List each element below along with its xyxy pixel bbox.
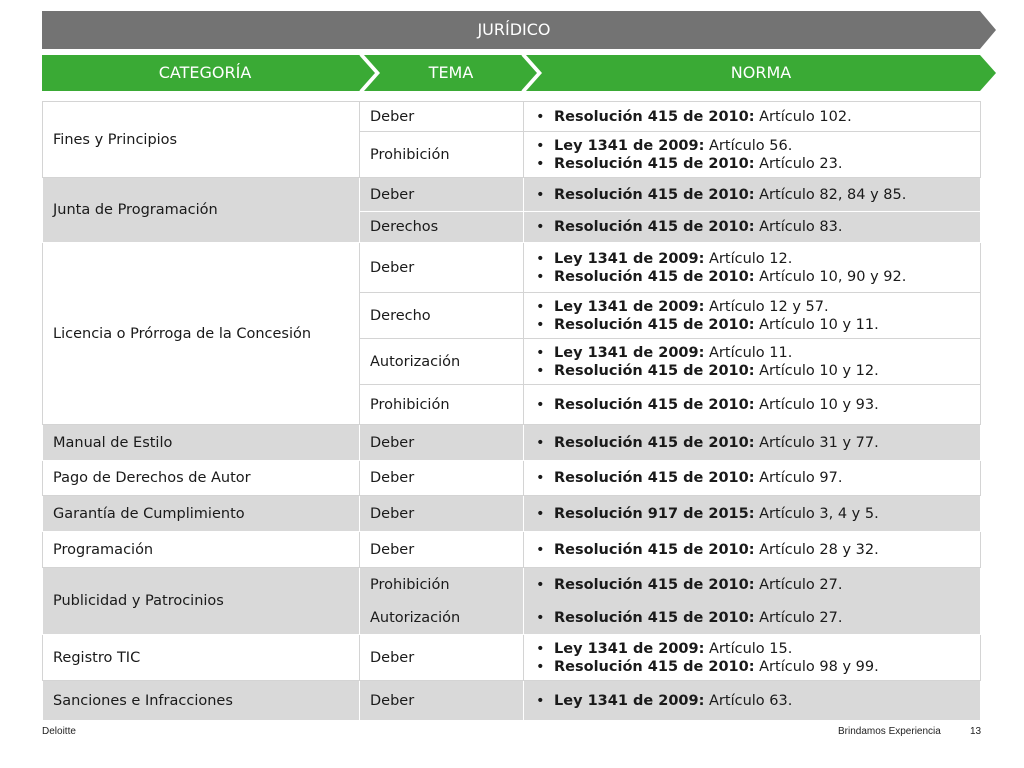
norma-ref: Resolución 415 de 2010: [554, 268, 755, 285]
tema-cell: Deber [360, 681, 524, 721]
norma-article: Artículo 15. [704, 640, 793, 657]
tema-cell: Deber [360, 635, 524, 681]
norma-cell [524, 496, 981, 532]
norma-item [534, 362, 970, 380]
norma-cell [524, 681, 981, 721]
norma-article: Artículo 11. [704, 344, 793, 361]
norma-item [534, 640, 970, 658]
table-row [43, 102, 981, 132]
norma-list [534, 640, 970, 676]
norma-cell [524, 568, 981, 635]
norma-item [534, 576, 970, 594]
categoria-cell: Fines y Principios [43, 102, 360, 178]
norma-ref: Resolución 415 de 2010: [554, 658, 755, 675]
table-row [43, 568, 981, 635]
table-row [43, 425, 981, 461]
norma-list [534, 186, 970, 204]
norma-item [534, 268, 970, 286]
norma-ref: Resolución 415 de 2010: [554, 219, 755, 235]
norma-cell [524, 339, 981, 385]
norma-ref: Resolución 415 de 2010: [554, 470, 755, 486]
table-body [43, 102, 981, 721]
norma-item [534, 692, 970, 710]
norma-list [534, 505, 970, 523]
norma-item [534, 609, 970, 627]
norma-list [534, 344, 970, 380]
norma-article: Artículo 10 y 11. [754, 316, 879, 333]
norma-list [534, 250, 970, 286]
norma-list [534, 137, 970, 173]
norma-item [534, 298, 970, 316]
tema-label: Prohibición [370, 576, 450, 593]
norma-cell [524, 532, 981, 568]
norma-cell [524, 132, 981, 178]
norma-cell [524, 425, 981, 461]
norma-article: Artículo 3, 4 y 5. [754, 505, 879, 522]
page-number: 13 [970, 726, 982, 737]
norma-list [534, 396, 970, 414]
norma-ref: Resolución 415 de 2010: [554, 186, 755, 203]
tema-cell: Deber [360, 532, 524, 568]
header-norma: NORMA [730, 63, 792, 82]
tema-cell: Prohibición [360, 132, 524, 178]
table-row [43, 635, 981, 681]
norma-list [534, 298, 970, 334]
tema-label: Autorización [370, 609, 461, 626]
column-header-chevrons [42, 55, 996, 91]
norma-article: Artículo 27. [754, 576, 843, 593]
norma-article: Artículo 12 y 57. [704, 298, 829, 315]
norma-ref: Resolución 415 de 2010: [554, 108, 755, 125]
norma-article: Artículo 63. [704, 692, 793, 709]
norma-list [534, 218, 970, 236]
tema-cell: Deber [360, 496, 524, 532]
norma-item [534, 469, 970, 487]
norma-item [534, 316, 970, 334]
tema-cell: Autorización [360, 339, 524, 385]
legal-norms-table [42, 101, 981, 721]
tema-cell: Derecho [360, 293, 524, 339]
norma-ref: Ley 1341 de 2009: [554, 250, 705, 267]
norma-ref: Resolución 415 de 2010: [554, 576, 755, 593]
tema-cell: Deber [360, 425, 524, 461]
norma-ref: Resolución 415 de 2010: [554, 609, 755, 626]
norma-item [534, 186, 970, 204]
tema-cell [360, 568, 524, 635]
tema-cell: Deber [360, 102, 524, 132]
header-tema: TEMA [428, 63, 474, 82]
norma-article: Artículo 23. [754, 155, 843, 172]
norma-cell [524, 102, 981, 132]
categoria-cell: Publicidad y Patrocinios [43, 568, 360, 635]
categoria-cell: Garantía de Cumplimiento [43, 496, 360, 532]
norma-ref: Ley 1341 de 2009: [554, 137, 705, 154]
tema-cell: Deber [360, 461, 524, 496]
norma-item [534, 434, 970, 452]
norma-list [534, 576, 970, 594]
norma-ref: Resolución 415 de 2010: [554, 541, 755, 558]
norma-article: Artículo 98 y 99. [754, 658, 879, 675]
norma-cell [524, 635, 981, 681]
norma-item [534, 137, 970, 155]
tema-cell: Deber [360, 243, 524, 293]
norma-ref: Resolución 415 de 2010: [554, 434, 755, 451]
norma-article: Artículo 83. [754, 219, 843, 235]
norma-article: Artículo 10, 90 y 92. [754, 268, 907, 285]
categoria-cell: Junta de Programación [43, 178, 360, 243]
norma-ref: Resolución 415 de 2010: [554, 362, 755, 379]
norma-list [534, 434, 970, 452]
norma-article: Artículo 97. [754, 470, 843, 486]
norma-cell [524, 212, 981, 243]
norma-article: Artículo 27. [754, 609, 843, 626]
norma-ref: Ley 1341 de 2009: [554, 298, 705, 315]
norma-stack [534, 568, 970, 634]
norma-cell [524, 293, 981, 339]
norma-cell [524, 243, 981, 293]
table-row [43, 178, 981, 212]
categoria-cell: Licencia o Prórroga de la Concesión [43, 243, 360, 425]
norma-item [534, 541, 970, 559]
categoria-cell: Registro TIC [43, 635, 360, 681]
norma-list [534, 541, 970, 559]
norma-cell [524, 461, 981, 496]
table-row [43, 681, 981, 721]
norma-ref: Resolución 415 de 2010: [554, 316, 755, 333]
tema-cell: Deber [360, 178, 524, 212]
norma-article: Artículo 10 y 12. [754, 362, 879, 379]
footer-tagline: Brindamos Experiencia [838, 726, 941, 737]
norma-list [534, 609, 970, 627]
norma-item [534, 250, 970, 268]
norma-item [534, 344, 970, 362]
norma-item [534, 108, 970, 126]
norma-article: Artículo 10 y 93. [754, 396, 879, 413]
norma-list [534, 108, 970, 126]
norma-ref: Resolución 415 de 2010: [554, 396, 755, 413]
norma-ref: Ley 1341 de 2009: [554, 692, 705, 709]
categoria-cell: Sanciones e Infracciones [43, 681, 360, 721]
footer-brand: Deloitte [42, 726, 76, 737]
categoria-cell: Programación [43, 532, 360, 568]
norma-article: Artículo 12. [704, 250, 793, 267]
categoria-cell: Pago de Derechos de Autor [43, 461, 360, 496]
norma-article: Artículo 31 y 77. [754, 434, 879, 451]
tema-cell: Derechos [360, 212, 524, 243]
norma-item [534, 658, 970, 676]
norma-ref: Resolución 415 de 2010: [554, 155, 755, 172]
tema-cell: Prohibición [360, 385, 524, 425]
tema-stack [370, 568, 513, 634]
norma-item [534, 505, 970, 523]
norma-article: Artículo 28 y 32. [754, 541, 879, 558]
norma-item [534, 218, 970, 236]
section-banner [42, 11, 996, 49]
table-row [43, 461, 981, 496]
norma-ref: Ley 1341 de 2009: [554, 640, 705, 657]
norma-list [534, 469, 970, 487]
norma-article: Artículo 56. [704, 137, 793, 154]
table-row [43, 243, 981, 293]
norma-ref: Ley 1341 de 2009: [554, 344, 705, 361]
norma-cell [524, 385, 981, 425]
header-categoria: CATEGORÍA [158, 63, 252, 82]
norma-ref: Resolución 917 de 2015: [554, 505, 755, 522]
table-row [43, 496, 981, 532]
norma-article: Artículo 82, 84 y 85. [754, 186, 907, 203]
norma-item [534, 155, 970, 173]
categoria-cell: Manual de Estilo [43, 425, 360, 461]
banner-title: JURÍDICO [477, 20, 551, 39]
norma-article: Artículo 102. [754, 108, 852, 125]
norma-list [534, 692, 970, 710]
table-row [43, 532, 981, 568]
norma-item [534, 396, 970, 414]
norma-cell [524, 178, 981, 212]
